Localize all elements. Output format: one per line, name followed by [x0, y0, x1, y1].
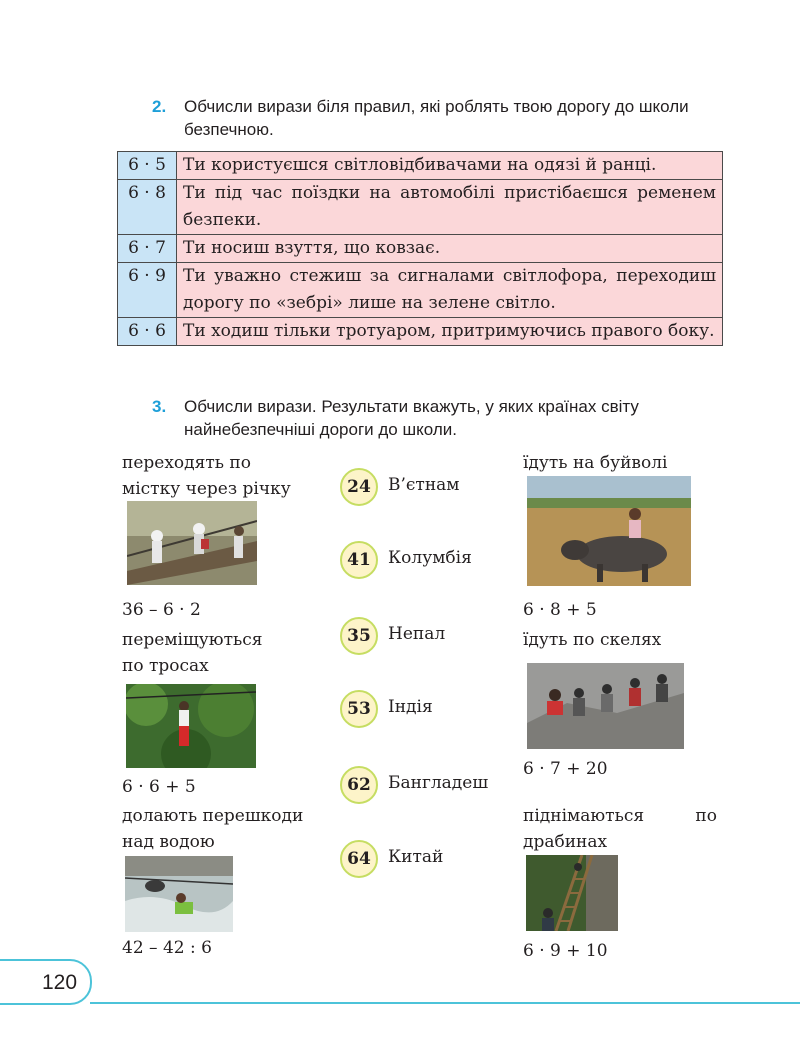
ladders-expression: 6 · 9 + 10: [523, 941, 608, 961]
buffalo-photo: [527, 476, 691, 586]
rule-expression: 6 · 7: [118, 235, 177, 263]
answer-badge: 64: [340, 840, 378, 878]
task-2-text: Обчисли вирази біля правил, які роблять твою дорогу до школи безпечною.: [184, 97, 689, 139]
water-expression: 42 – 42 : 6: [122, 938, 212, 958]
buffalo-caption: їдуть на буйволі: [523, 453, 668, 473]
country-label: В’єтнам: [388, 475, 460, 495]
water-caption: долають перешкоди над водою: [122, 806, 304, 852]
rocks-caption: їдуть по скелях: [523, 630, 662, 650]
bridge-expression: 36 – 6 · 2: [122, 600, 201, 620]
rule-text: Ти під час поїздки на автомобілі пристібаєшся ременем безпеки.: [177, 180, 723, 235]
rule-expression: 6 · 9: [118, 263, 177, 318]
answer-badge: 41: [340, 541, 378, 579]
table-row: [118, 235, 723, 263]
task-3-heading: [152, 395, 732, 441]
task-2-heading: [152, 95, 732, 141]
ladders-caption-line2: драбинах: [523, 832, 608, 852]
page-number: 120: [42, 971, 78, 994]
country-label: Бангладеш: [388, 773, 489, 793]
rule-expression: 6 · 6: [118, 318, 177, 346]
rule-expression: 6 · 5: [118, 152, 177, 180]
answer-badge: 62: [340, 766, 378, 804]
rule-text: Ти носиш взуття, що ковзає.: [177, 235, 723, 263]
task-3-text: Обчисли вирази. Результати вкажуть, у яких країнах світу найнебезпечніші дороги до школи.: [184, 397, 639, 439]
country-label: Китай: [388, 847, 444, 867]
table-row: [118, 180, 723, 235]
ropes-photo: [126, 684, 256, 768]
rules-table: [117, 151, 723, 346]
bridge-photo: [127, 501, 257, 585]
rule-text: Ти користуєшся світловідбивачами на одязі й ранці.: [177, 152, 723, 180]
answer-badge: 35: [340, 617, 378, 655]
rule-text: Ти ходиш тільки тротуаром, притримуючись правого боку.: [177, 318, 723, 346]
task-3-number: 3.: [152, 397, 167, 416]
rule-text: Ти уважно стежиш за сигналами світлофора, переходиш дорогу по «зебрі» лише на зелене світло.: [177, 263, 723, 318]
country-label: Колумбія: [388, 548, 472, 568]
bridge-caption: переходять по містку через річку: [122, 453, 291, 499]
water-photo: [125, 856, 233, 932]
ropes-expression: 6 · 6 + 5: [122, 777, 196, 797]
country-label: Індія: [388, 697, 433, 717]
ladders-caption-line1: піднімаються по: [523, 806, 717, 826]
ropes-caption: переміщуються по тросах: [122, 630, 263, 676]
buffalo-expression: 6 · 8 + 5: [523, 600, 597, 620]
country-label: Непал: [388, 624, 446, 644]
footer-divider: [90, 1002, 800, 1004]
task-2-number: 2.: [152, 97, 167, 116]
answer-badge: 24: [340, 468, 378, 506]
table-row: [118, 152, 723, 180]
rocks-expression: 6 · 7 + 20: [523, 759, 608, 779]
table-row: [118, 263, 723, 318]
rule-expression: 6 · 8: [118, 180, 177, 235]
rocks-photo: [527, 663, 684, 749]
answer-badge: 53: [340, 690, 378, 728]
table-row: [118, 318, 723, 346]
ladders-photo: [526, 855, 618, 931]
